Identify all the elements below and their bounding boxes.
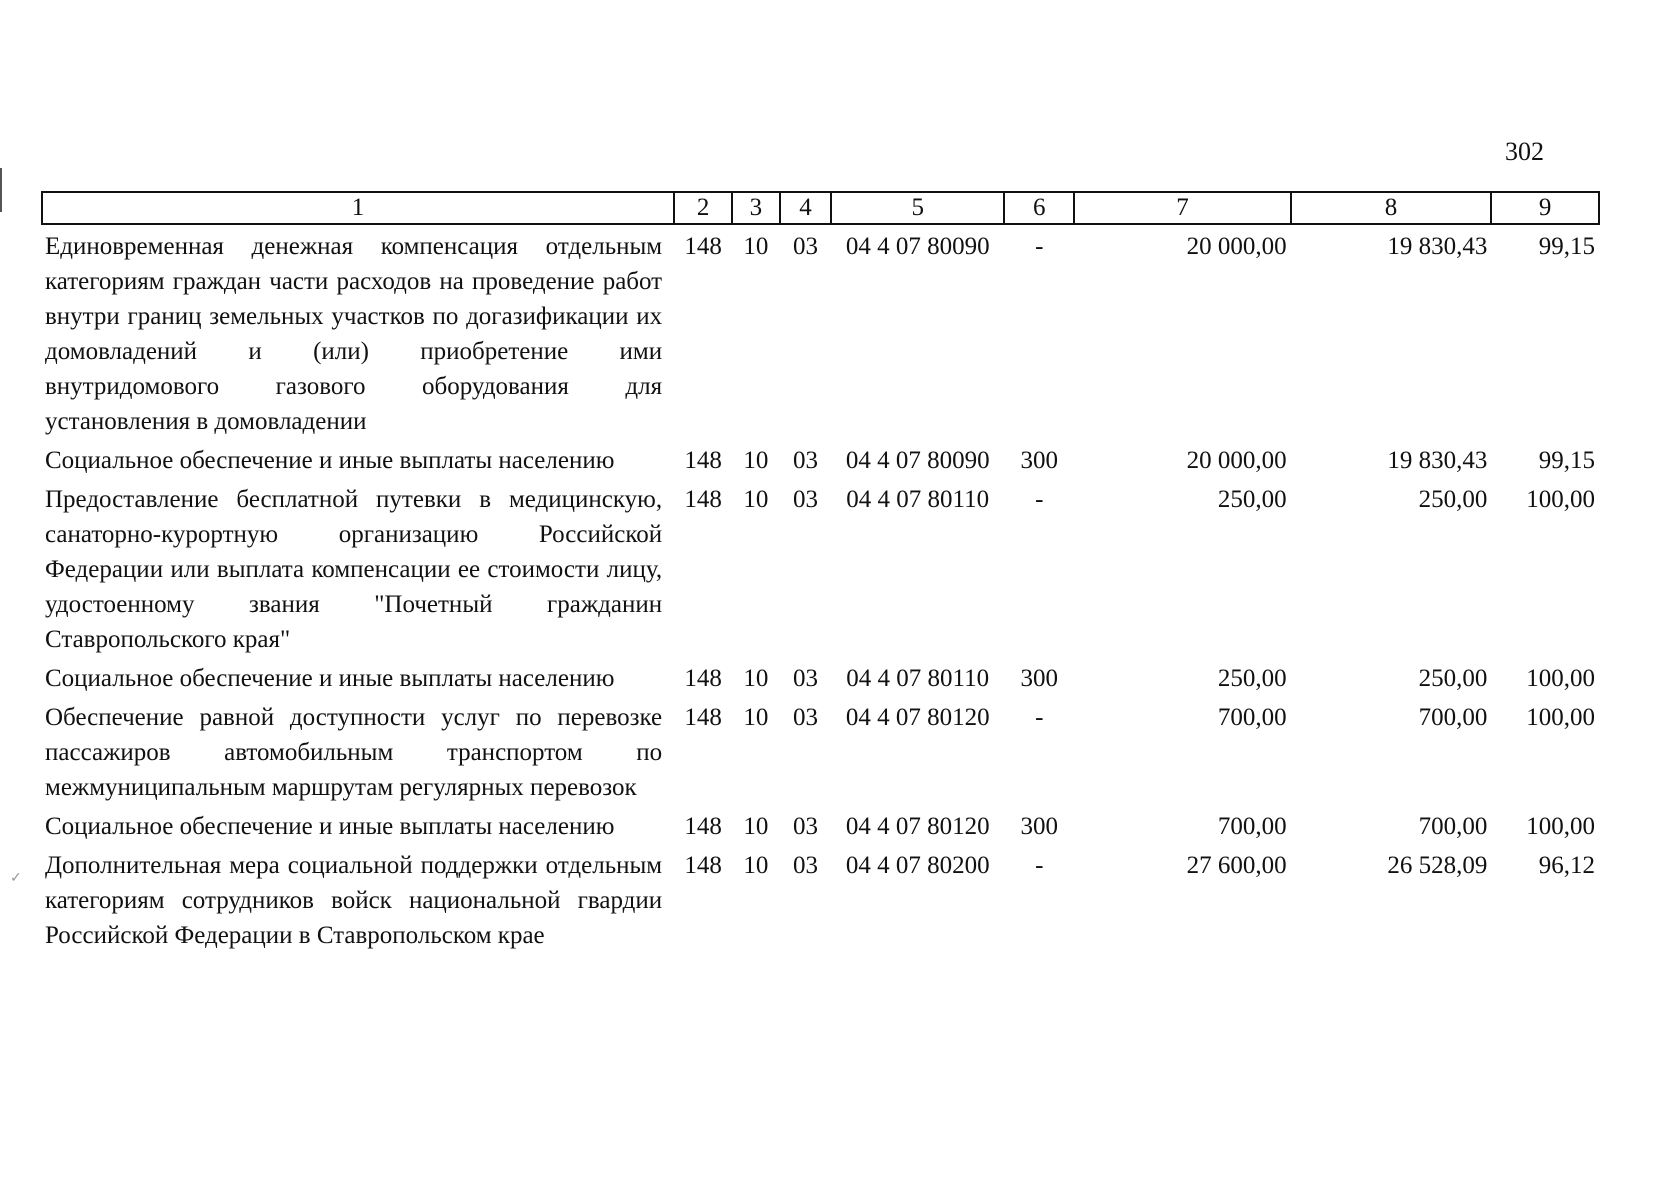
- budget-table: [41, 191, 1600, 953]
- cell-c3: 10: [743, 486, 769, 513]
- header-row: [42, 192, 1599, 224]
- cell-c6: -: [1035, 233, 1044, 260]
- cell-c7: 250,00: [1217, 486, 1287, 513]
- cell-c4: 03: [792, 233, 818, 260]
- table-row: [42, 478, 1599, 657]
- row-name: Единовременная денежная компенсация отдельным категориям граждан части расходов на проведение работ внутри границ земельных участков по догазификации их домовладений и (или) приобретение ими внутридомового газового оборудования для установления в домовладении: [45, 233, 663, 435]
- scan-edge-mark: [0, 168, 2, 212]
- cell-c4: 03: [792, 704, 818, 731]
- cell-c6: -: [1035, 852, 1044, 879]
- cell-c2: 148: [684, 447, 722, 474]
- header-col-5: 5: [831, 192, 1004, 224]
- cell-c5: 04 4 07 80110: [846, 665, 990, 692]
- cell-c2: 148: [684, 665, 722, 692]
- cell-c7: 250,00: [1217, 665, 1287, 692]
- cell-c2: 148: [684, 233, 722, 260]
- cell-c5: 04 4 07 80120: [845, 813, 990, 840]
- cell-c8: 700,00: [1418, 704, 1488, 731]
- table-row: [42, 696, 1599, 805]
- cell-c9: 100,00: [1526, 704, 1595, 731]
- cell-c8: 19 830,43: [1387, 447, 1488, 474]
- header-col-6: 6: [1004, 192, 1074, 224]
- cell-c6: 300: [1020, 665, 1059, 692]
- table-row: [42, 657, 1599, 696]
- cell-c2: 148: [684, 486, 722, 513]
- cell-c8: 26 528,09: [1387, 852, 1488, 879]
- header-col-3: 3: [732, 192, 780, 224]
- header-col-9: 9: [1491, 192, 1599, 224]
- cell-c4: 03: [792, 486, 818, 513]
- cell-c2: 148: [684, 704, 722, 731]
- cell-c2: 148: [684, 813, 722, 840]
- cell-c9: 96,12: [1538, 852, 1595, 879]
- cell-c5: 04 4 07 80110: [846, 486, 990, 513]
- cell-c3: 10: [743, 665, 769, 692]
- cell-c5: 04 4 07 80090: [845, 447, 990, 474]
- header-col-1: 1: [42, 192, 674, 224]
- cell-c8: 19 830,43: [1387, 233, 1488, 260]
- cell-c7: 20 000,00: [1186, 447, 1287, 474]
- cell-c6: 300: [1020, 447, 1059, 474]
- page-number: 302: [1505, 137, 1544, 166]
- cell-c6: -: [1035, 704, 1044, 731]
- cell-c7: 700,00: [1217, 704, 1287, 731]
- cell-c4: 03: [792, 852, 818, 879]
- header-col-2: 2: [674, 192, 732, 224]
- cell-c8: 700,00: [1418, 813, 1488, 840]
- header-col-4: 4: [780, 192, 832, 224]
- table-row: [42, 844, 1599, 953]
- cell-c8: 250,00: [1418, 486, 1488, 513]
- cell-c3: 10: [743, 852, 769, 879]
- cell-c2: 148: [684, 852, 722, 879]
- row-name: Предоставление бесплатной путевки в медицинскую, санаторно-курортную организацию Российской Федерации или выплата компенсации ее стоимости лицу, удостоенному звания "Почетный гражданин Ставропольского края": [45, 486, 663, 653]
- cell-c9: 100,00: [1526, 486, 1595, 513]
- cell-c3: 10: [743, 233, 769, 260]
- table-row: [42, 439, 1599, 478]
- cell-c5: 04 4 07 80200: [845, 852, 990, 879]
- cell-c6: 300: [1020, 813, 1059, 840]
- cell-c3: 10: [743, 447, 769, 474]
- cell-c4: 03: [792, 665, 818, 692]
- row-name: Социальное обеспечение и иные выплаты населению: [45, 665, 615, 692]
- cell-c4: 03: [792, 447, 818, 474]
- row-name: Обеспечение равной доступности услуг по перевозке пассажиров автомобильным транспортом по межмуниципальным маршрутам регулярных перевозок: [45, 704, 663, 801]
- cell-c4: 03: [792, 813, 818, 840]
- header-col-7: 7: [1074, 192, 1290, 224]
- cell-c9: 100,00: [1526, 665, 1595, 692]
- cell-c3: 10: [743, 704, 769, 731]
- cell-c7: 20 000,00: [1186, 233, 1287, 260]
- cell-c3: 10: [743, 813, 769, 840]
- table-row: [42, 805, 1599, 844]
- row-name: Дополнительная мера социальной поддержки отдельным категориям сотрудников войск национальной гвардии Российской Федерации в Ставропольском крае: [45, 852, 663, 949]
- cell-c7: 27 600,00: [1186, 852, 1287, 879]
- cell-c9: 99,15: [1538, 233, 1595, 260]
- cell-c9: 100,00: [1526, 813, 1595, 840]
- row-name: Социальное обеспечение и иные выплаты населению: [45, 447, 615, 474]
- cell-c5: 04 4 07 80090: [845, 233, 990, 260]
- cell-c5: 04 4 07 80120: [845, 704, 990, 731]
- cell-c8: 250,00: [1418, 665, 1488, 692]
- row-name: Социальное обеспечение и иные выплаты населению: [45, 813, 615, 840]
- cell-c9: 99,15: [1538, 447, 1595, 474]
- table-row: [42, 224, 1599, 439]
- cell-c6: -: [1035, 486, 1044, 513]
- header-col-8: 8: [1291, 192, 1492, 224]
- cell-c7: 700,00: [1217, 813, 1287, 840]
- scan-tick-mark: ✓: [10, 871, 22, 886]
